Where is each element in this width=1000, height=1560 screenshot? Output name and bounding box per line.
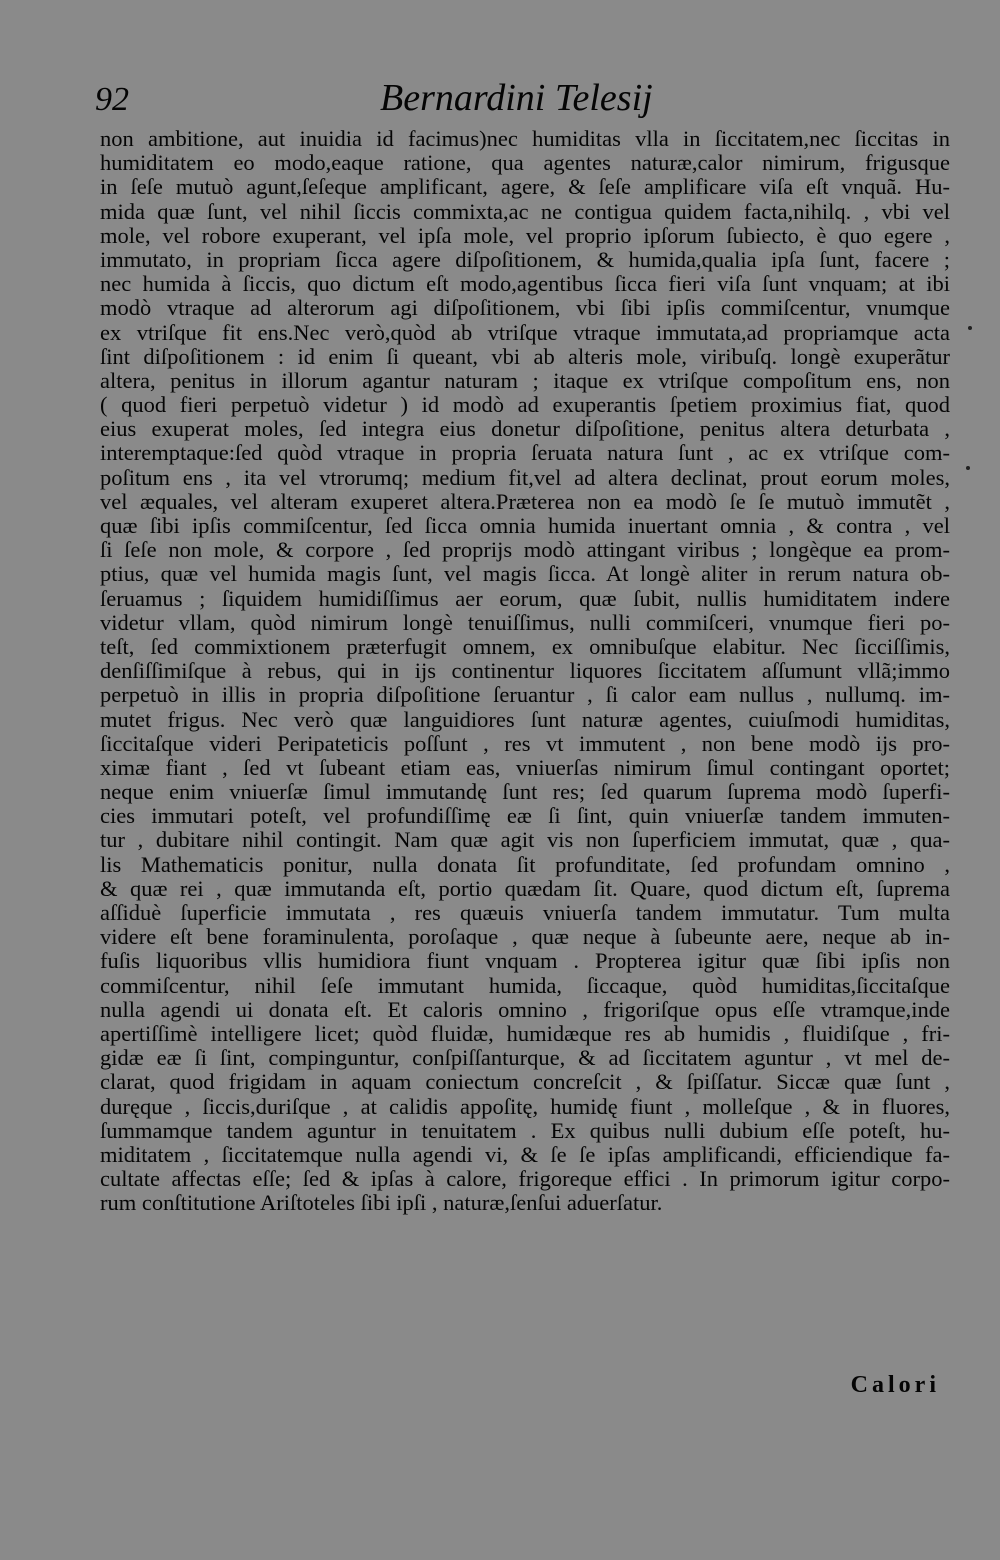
text-line: videtur vllam, quòd nimirum longè tenuiſſimus, nulli commiſceri, vnumque fieri po- bbox=[100, 609, 950, 635]
text-line: modò vtraque ad alterorum agi diſpoſitionem, vbi ſibi ipſis commiſcentur, vnumque bbox=[100, 295, 950, 321]
text-line: quæ ſibi ipſis commiſcentur, ſed ſicca omnia humida inuertant omnia , & contra , vel bbox=[100, 513, 950, 538]
text-line: gidæ eæ ſi ſint, compinguntur, conſpiſſanturque, & ad ſiccitatem aguntur , vt mel de- bbox=[100, 1045, 950, 1071]
text-line: miditatem , ſiccitatemque nulla agendi vi, & ſe ſe ipſas amplificandi, efficiendique fa- bbox=[100, 1141, 950, 1167]
text-line: tur , dubitare nihil contingit. Nam quæ agit vis non ſuperficiem immutat, quæ , qua- bbox=[100, 827, 950, 853]
text-line: rum conſtitutione Ariſtoteles ſibi ipſi , naturæ,ſenſui aduerſatur. bbox=[100, 1190, 663, 1216]
text-line: immutato, in propriam ſicca agere diſpoſitionem, & humida,qualia ipſa ſunt, facere ; bbox=[100, 246, 950, 272]
text-line: mutet frigus. Nec verò quæ languidiores ſunt naturæ agentes, cuiuſmodi humiditas, bbox=[100, 706, 950, 732]
text-line: apertiſſimè intelligere licet; quòd fluidæ, humidæque res ab humidis , fluidiſque , fri- bbox=[100, 1020, 950, 1046]
text-line: mida quæ ſunt, vel nihil ſiccis commixta,ac ne contigua quidem facta,nihilq. , vbi vel bbox=[100, 198, 950, 224]
text-line: teſt, ſed commixtionem præterfugit omnem, ex omnibuſque elabitur. Nec ſicciſſimis, bbox=[100, 633, 950, 659]
text-line: ( quod fieri perpetuò videtur ) id modò ad exuperantis ſpetiem proximius fiat, quod bbox=[100, 392, 950, 418]
margin-speck bbox=[966, 466, 970, 470]
text-line: in ſeſe mutuò agunt,ſeſeque amplificant, agere, & ſeſe amplificare viſa eſt vnquã. Hu- bbox=[100, 174, 950, 200]
text-line: duręque , ſiccis,duriſque , at calidis appoſitę, humidę fiunt , molleſque , & in fluores, bbox=[100, 1093, 950, 1119]
text-line: fuſis liquoribus vllis humidiora fiunt vnquam . Propterea igitur quæ ſibi ipſis non bbox=[100, 948, 950, 974]
body-text bbox=[100, 127, 950, 1215]
text-line: ex vtriſque fit ens.Nec verò,quòd ab vtriſque vtraque immutata,ad propriamque acta bbox=[100, 319, 950, 345]
text-line: altera, penitus in illorum agantur naturam ; itaque ex vtriſque compoſitum ens, non bbox=[100, 367, 950, 393]
catchword: Calori bbox=[850, 1372, 940, 1398]
text-line: poſitum ens , ita vel vtrorumq; medium fit,vel ad altera declinat, prout eorum moles, bbox=[100, 464, 950, 490]
text-line: & quæ rei , quæ immutanda eſt, portio quædam ſit. Quare, quod dictum eſt, ſuprema bbox=[100, 875, 950, 901]
text-line: ptius, quæ vel humida magis ſunt, vel magis ſicca. At longè aliter in rerum natura ob- bbox=[100, 561, 950, 587]
text-line: commiſcentur, nihil ſeſe immutant humida, ſiccaque, quòd humiditas,ſiccitaſque bbox=[100, 972, 950, 998]
text-line: mole, vel robore exuperant, vel ipſa mole, vel proprio ipſorum ſubiecto, è quo egere , bbox=[100, 222, 950, 248]
text-line: denſiſſimiſque à rebus, qui in ijs continentur liquores ſiccitatem aſſumunt vllã;immo bbox=[100, 658, 950, 684]
text-line: cultate affectas eſſe; ſed & ipſas à calore, frigoreque effici . In primorum igitur corpo- bbox=[100, 1166, 950, 1192]
margin-speck bbox=[968, 326, 972, 330]
text-line: aſſiduè ſuperficie immutata , res quæuis vniuerſa tandem immutatur. Tum multa bbox=[100, 900, 950, 925]
text-line: ſint diſpoſitionem : id enim ſi queant, vbi ab alteris mole, viribuſq. longè exuperãtur bbox=[100, 343, 950, 369]
text-line: videre eſt bene foraminulenta, poroſaque , quæ neque à ſubeunte aere, neque ab in- bbox=[100, 924, 950, 950]
text-line: ſeruamus ; ſiquidem humidiſſimus aer eorum, quæ ſubit, nullis humiditatem indere bbox=[100, 585, 950, 611]
text-line: humiditatem eo modo,eaque ratione, qua agentes naturæ,calor nimirum, frigusque bbox=[100, 150, 950, 176]
text-line: ſummamque tandem aguntur in tenuitatem . Ex quibus nulli dubium eſſe poteſt, hu- bbox=[100, 1117, 950, 1143]
text-line: perpetuò in illis in propria diſpoſitione ſeruantur , ſi calor eam nullus , nullumq. im- bbox=[100, 682, 950, 708]
text-line: vel æquales, vel alteram exuperet altera.Præterea non ea modò ſe ſe mutuò immutẽt , bbox=[100, 488, 950, 514]
text-line: ximæ fiant , ſed vt ſubeant etiam eas, vniuerſas nimirum ſimul contingant oportet; bbox=[100, 754, 950, 780]
text-line: ſiccitaſque videri Peripateticis poſſunt , res vt immutent , non bene modò ijs pro- bbox=[100, 730, 950, 756]
text-line: nec humida à ſiccis, quo dictum eſt modo,agentibus ſicca fieri viſa ſunt vnquam; at ibi bbox=[100, 271, 950, 297]
text-line: neque enim vniuerſæ ſimul immutandę ſunt res; ſed quarum ſuprema modò ſuperfi- bbox=[100, 779, 950, 805]
text-line: ſi ſeſe non mole, & corpore , ſed proprijs modò attingant viribus ; longèque ea prom- bbox=[100, 537, 950, 563]
text-line: cies immutari poteſt, vel profundiſſimę eæ ſi ſint, quin vniuerſæ tandem immuten- bbox=[100, 803, 950, 829]
text-line: lis Mathematicis ponitur, nulla donata ſit profunditate, ſed profundam omnino , bbox=[100, 851, 950, 877]
page-number: 92 bbox=[95, 81, 129, 118]
text-line: non ambitione, aut inuidia id facimus)nec humiditas vlla in ſiccitatem,nec ſiccitas in bbox=[100, 126, 950, 151]
running-head: Bernardini Telesij bbox=[380, 77, 653, 119]
text-line: clarat, quod frigidam in aquam coniectum concreſcit , & ſpiſſatur. Siccæ quæ ſunt , bbox=[100, 1069, 950, 1095]
text-line: nulla agendi ui donata eſt. Et caloris omnino , frigoriſque opus eſſe vtramque,inde bbox=[100, 996, 950, 1022]
text-line: interemptaque:ſed quòd vtraque in propria ſeruata natura ſunt , ac ex vtriſque com- bbox=[100, 440, 950, 466]
text-line: eius exuperat moles, ſed integra eius donetur diſpoſitione, penitus altera deturbata , bbox=[100, 416, 950, 442]
